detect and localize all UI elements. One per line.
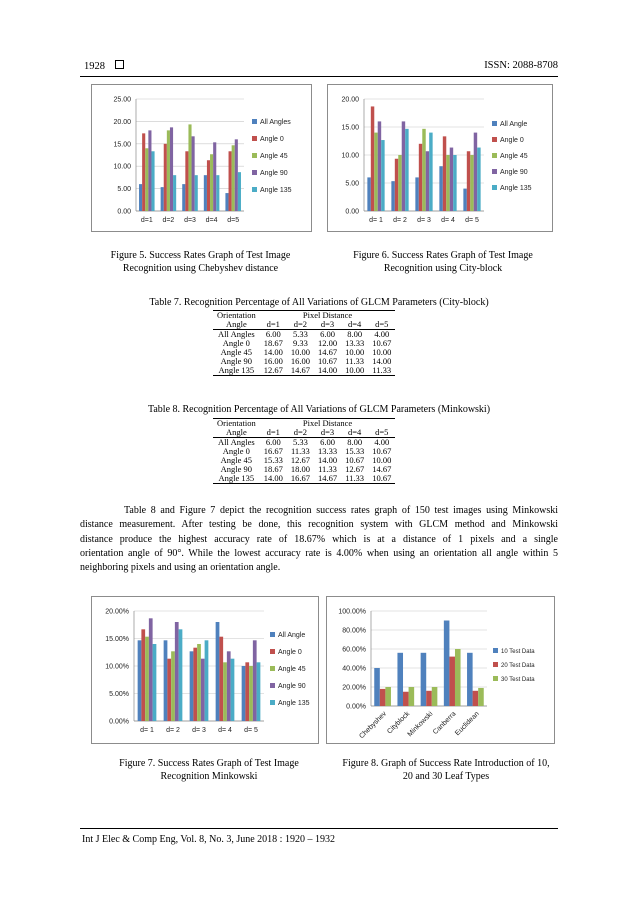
legend-label: Angle 0 [278,649,302,656]
x-tick-label: d= 3 [192,727,206,734]
table-8 [213,418,395,484]
table-cell: 6.00 [320,329,335,339]
bar [142,133,145,211]
bar [192,136,195,211]
header-rule [80,76,558,77]
x-tick-label: Cityblock [386,710,412,736]
table-cell: 14.00 [263,347,283,357]
legend-swatch [252,136,257,141]
figure-7-svg [92,597,318,743]
bar [402,121,405,211]
table-cell: 18.67 [263,464,283,474]
page-number: 1928 [84,60,124,72]
table-cell: 14.67 [287,366,314,376]
table-cell: 12.00 [317,338,338,348]
table-cell: Angle 45 [220,455,253,465]
table-cell: 18.00 [290,464,310,474]
legend-swatch [492,121,497,126]
x-tick-label: d= 1 [140,727,154,734]
bar [232,145,235,211]
bar [415,177,418,211]
distance-header: d=1 [260,428,287,438]
bar [167,130,170,211]
y-tick-label: 15.00 [113,141,131,149]
bar [405,129,408,211]
bar [385,687,391,706]
bar [179,629,183,721]
legend-label: Angle 0 [500,137,524,144]
bar [446,155,449,211]
bar [185,151,188,211]
x-tick-label: d= 3 [417,217,431,224]
y-tick-label: 20.00 [341,96,359,104]
table-cell: Angle 90 [220,464,253,474]
legend-swatch [493,648,498,653]
y-tick-label: 0.00 [345,208,359,216]
bar [426,691,432,706]
table-cell: 10.67 [368,474,395,484]
legend-swatch [270,683,275,688]
x-tick-label: Canberra [432,710,458,737]
bar [223,662,227,721]
distance-header: d=3 [314,320,341,330]
bar [467,653,473,706]
x-tick-label: d= 4 [441,217,455,224]
legend-label: Angle 45 [278,666,306,673]
table-cell: 4.00 [374,437,390,447]
table-cell: 10.00 [372,347,392,357]
legend-swatch [492,185,497,190]
figure-5-svg [92,85,311,231]
y-tick-label: 10.00 [113,163,131,171]
bar [197,644,201,721]
x-tick-label: d=3 [184,217,196,224]
table-cell: 14.00 [317,455,338,465]
bar [225,193,228,211]
bar [455,649,461,706]
y-tick-label: 100.00% [338,608,366,616]
x-tick-label: Euclidean [454,710,481,738]
body-paragraph [80,504,558,575]
x-tick-label: Chebyshev [358,710,389,741]
legend-label: Angle 0 [260,136,284,143]
x-tick-label: d= 4 [218,727,232,734]
bar [245,662,249,721]
distance-header: d=4 [341,428,368,438]
table-cell: 11.33 [345,356,365,366]
bar [216,622,220,721]
table-cell: 16.00 [290,356,310,366]
footer-rule [80,828,558,829]
bar [190,651,194,721]
bar [207,160,210,211]
bar [170,127,173,211]
table-cell: All Angles [218,329,255,339]
table-cell: 14.67 [314,474,341,484]
bar [161,187,164,211]
paragraph-line: distance measurement. After testing be done, this recognition system with GLCM method and Minkowski [80,519,558,531]
table-cell: Angle 45 [220,347,253,357]
table-cell: 10.67 [317,356,338,366]
table-cell: 14.00 [260,474,287,484]
table-cell: Angle 0 [222,446,250,456]
bar [403,692,409,706]
table-cell: 9.33 [292,338,308,348]
pixel-distance-header: Pixel Distance [260,419,396,429]
table-cell: 16.67 [263,446,283,456]
x-tick-label: Minkowski [406,710,435,739]
legend-label: Angle 135 [500,185,532,192]
y-tick-label: 20.00% [105,608,129,616]
table-cell: 15.33 [345,446,365,456]
table-cell: 5.33 [292,329,308,339]
bar [149,618,153,721]
bar [235,139,238,211]
bar [473,691,479,706]
caption-line: Figure 6. Success Rates Graph of Test Image [353,250,533,261]
x-tick-label: d= 1 [369,217,383,224]
bar [231,659,235,721]
table-cell: 8.00 [347,437,363,447]
bar [201,659,205,721]
y-tick-label: 10.00 [341,152,359,160]
bar [474,133,477,211]
distance-header: d=2 [287,320,314,330]
table-cell: 14.67 [317,347,338,357]
bar [426,151,429,211]
bar [145,148,148,211]
bar [463,189,466,211]
bar [151,151,154,211]
table-cell: 18.67 [263,338,283,348]
table-cell: 12.67 [345,464,365,474]
angle-header: Angle [213,428,260,438]
caption-line: Figure 7. Success Rates Graph of Test Image [119,758,299,769]
bar [391,181,394,211]
table-cell: 12.67 [260,366,287,376]
table-cell: 11.33 [341,474,368,484]
bar [419,144,422,211]
legend-swatch [270,632,275,637]
table-row [213,366,395,376]
bar [429,133,432,211]
caption-line: 20 and 30 Leaf Types [402,770,490,782]
y-tick-label: 0.00 [117,208,131,216]
figure-6-chart [327,84,553,232]
legend-swatch [270,700,275,705]
caption-line: Figure 5. Success Rates Graph of Test Image [110,250,291,261]
legend-swatch [252,119,257,124]
table-cell: 6.00 [320,437,335,447]
bar [478,688,484,706]
table-cell: 4.00 [374,329,390,339]
table-cell: 13.33 [317,446,338,456]
legend-label: Angle 45 [260,153,288,160]
table-cell: 6.00 [265,329,281,339]
bar [195,175,198,211]
y-tick-label: 0.00% [109,718,129,726]
legend-label: Angle 135 [278,700,310,707]
bar [227,651,231,721]
legend-swatch [493,676,498,681]
x-tick-label: d=5 [227,217,240,224]
legend-swatch [492,153,497,158]
bar [395,159,398,211]
figure-6-caption [327,250,559,275]
y-tick-label: 10.00% [105,663,129,671]
legend-label: Angle 45 [500,153,528,160]
distance-header: d=4 [341,320,368,330]
table-cell: 11.33 [318,464,337,474]
table-cell: 10.67 [345,455,365,465]
bar [213,142,216,211]
y-tick-label: 40.00% [342,665,366,673]
table-cell: Angle 135 [213,366,260,376]
legend-swatch [492,169,497,174]
figure-8-chart [326,596,555,744]
bar [378,121,381,211]
bar [210,154,213,211]
table-row [213,474,395,484]
bar [242,666,246,721]
bar [453,155,456,211]
bar [257,662,261,721]
paragraph-line: Table 8 and Figure 7 depict the recognition success rates graph of 150 test images using Minkowski [124,505,558,516]
y-tick-label: 5.00 [345,180,359,188]
bar [171,651,175,721]
bar [145,637,149,721]
table-cell: All Angles [218,437,255,447]
figure-5-caption [91,250,310,275]
y-tick-label: 15.00 [341,124,359,132]
table-cell: 5.33 [292,437,308,447]
paragraph-line: neighboring pixels and using an orientation angle. [80,562,281,574]
bar [398,155,401,211]
table-cell: 14.00 [372,356,392,366]
bar [238,172,241,211]
legend-swatch [492,137,497,142]
caption-line: Recognition Minkowski [160,770,258,782]
distance-header: d=1 [260,320,287,330]
legend-swatch [252,187,257,192]
issn: ISSN: 2088-8708 [484,60,558,71]
x-tick-label: d=1 [140,217,153,224]
table-8-title: Table 8. Recognition Percentage of All Variations of GLCM Parameters (Minkowski) [147,404,491,415]
table-cell: 12.67 [290,455,310,465]
table-cell: 16.67 [287,474,314,484]
table-cell: Angle 135 [213,474,260,484]
legend-label: Angle 90 [278,683,306,690]
y-tick-label: 25.00 [113,96,131,104]
table-cell: 10.00 [290,347,310,357]
bar [141,629,145,721]
bar [381,140,384,211]
y-tick-label: 20.00% [342,684,366,692]
y-tick-label: 80.00% [342,627,366,635]
bar [204,175,207,211]
table-cell: 16.00 [263,356,283,366]
orientation-header: Orientation [213,311,260,321]
legend-label: 10 Test Data [501,649,535,655]
table-cell: 10.67 [372,338,392,348]
figure-6-svg [328,85,552,231]
bar [164,640,168,721]
y-tick-label: 0.00% [346,703,366,711]
y-tick-label: 5.00 [117,186,131,194]
caption-line: Recognition using Chebyshev distance [122,262,279,274]
legend-label: 20 Test Data [501,663,535,669]
figure-5-chart [91,84,312,232]
x-tick-label: d= 5 [465,217,479,224]
bar [173,175,176,211]
caption-line: Recognition using City-block [383,262,503,274]
legend-swatch [252,153,257,158]
table-cell: 11.33 [291,446,310,456]
paragraph-line: orientation angle of 90°. While the lowest accuracy rate is 4.00% when using an orientation all angle within 5 [80,547,558,559]
table-cell: 10.00 [345,347,365,357]
bar [229,151,232,211]
bar [397,653,403,706]
square-icon [115,60,124,69]
bar [439,166,442,211]
footer-journal: Int J Elec & Comp Eng, Vol. 8, No. 3, June 2018 : 1920 – 1932 [82,834,335,845]
table-cell: 6.00 [265,437,281,447]
bar [409,687,415,706]
table-cell: 13.33 [345,338,365,348]
bar [421,653,427,706]
x-tick-label: d=4 [205,217,218,224]
orientation-header: Orientation [213,419,260,429]
figure-8-caption [330,758,562,783]
table-cell: 10.00 [372,455,392,465]
legend-label: 30 Test Data [501,677,535,683]
bar [205,640,209,721]
distance-header: d=5 [368,320,395,330]
bar [450,148,453,211]
bar [477,148,480,211]
bar [443,136,446,211]
bar [216,175,219,211]
table-cell: 8.00 [347,329,363,339]
legend-swatch [270,666,275,671]
bar [371,106,374,211]
legend-label: Angle 90 [500,169,528,176]
legend-label: All Angle [500,121,528,128]
legend-label: Angle 90 [260,170,288,177]
bar [432,687,438,706]
bar [188,124,191,211]
angle-header: Angle [213,320,260,330]
paragraph-line: distance produce the highest accuracy rate of 18.67% which is at a distance of 1 pixels and a single [80,533,558,545]
bar [374,133,377,211]
legend-label: Angle 135 [260,187,292,194]
distance-header: d=2 [287,428,314,438]
bar [139,184,142,211]
legend-swatch [252,170,257,175]
bar [444,621,450,707]
bar [249,666,253,721]
figure-8-svg [327,597,554,743]
bar [467,151,470,211]
bar [164,144,167,211]
table-cell: 15.33 [263,455,283,465]
table-cell: Angle 0 [222,338,250,348]
pixel-distance-header: Pixel Distance [260,311,396,321]
bar [153,644,157,721]
bar [148,130,151,211]
x-tick-label: d= 2 [393,217,407,224]
bar [470,155,473,211]
caption-line: Figure 8. Graph of Success Rate Introduction of 10, [342,758,550,769]
y-tick-label: 15.00% [105,636,129,643]
y-tick-label: 5.00% [109,691,129,698]
table-cell: 14.00 [314,366,341,376]
bar [449,657,455,706]
table-cell: 10.67 [372,446,392,456]
x-tick-label: d= 5 [244,727,258,734]
table-cell: Angle 90 [220,356,253,366]
table-cell: 11.33 [368,366,395,376]
table-7 [213,310,395,376]
table-7-title: Table 7. Recognition Percentage of All Variations of GLCM Parameters (City-block) [149,297,489,308]
bar [167,659,171,721]
bar [253,640,257,721]
bar [422,129,425,211]
bar [367,177,370,211]
legend-swatch [493,662,498,667]
x-tick-label: d= 2 [166,727,180,734]
bar [374,668,380,706]
legend-swatch [270,649,275,654]
figure-7-chart [91,596,319,744]
bar [182,184,185,211]
bar [380,689,386,706]
table-cell: 14.67 [372,464,392,474]
distance-header: d=3 [314,428,341,438]
distance-header: d=5 [368,428,395,438]
legend-label: All Angle [278,632,306,639]
figure-7-caption [96,758,322,783]
x-tick-label: d=2 [162,217,175,224]
y-tick-label: 20.00 [113,118,131,126]
bar [219,637,223,721]
legend-label: All Angles [260,119,291,126]
y-tick-label: 60.00% [342,646,366,654]
bar [175,622,179,721]
table-cell: 10.00 [341,366,368,376]
bar [193,648,197,721]
bar [138,640,142,721]
